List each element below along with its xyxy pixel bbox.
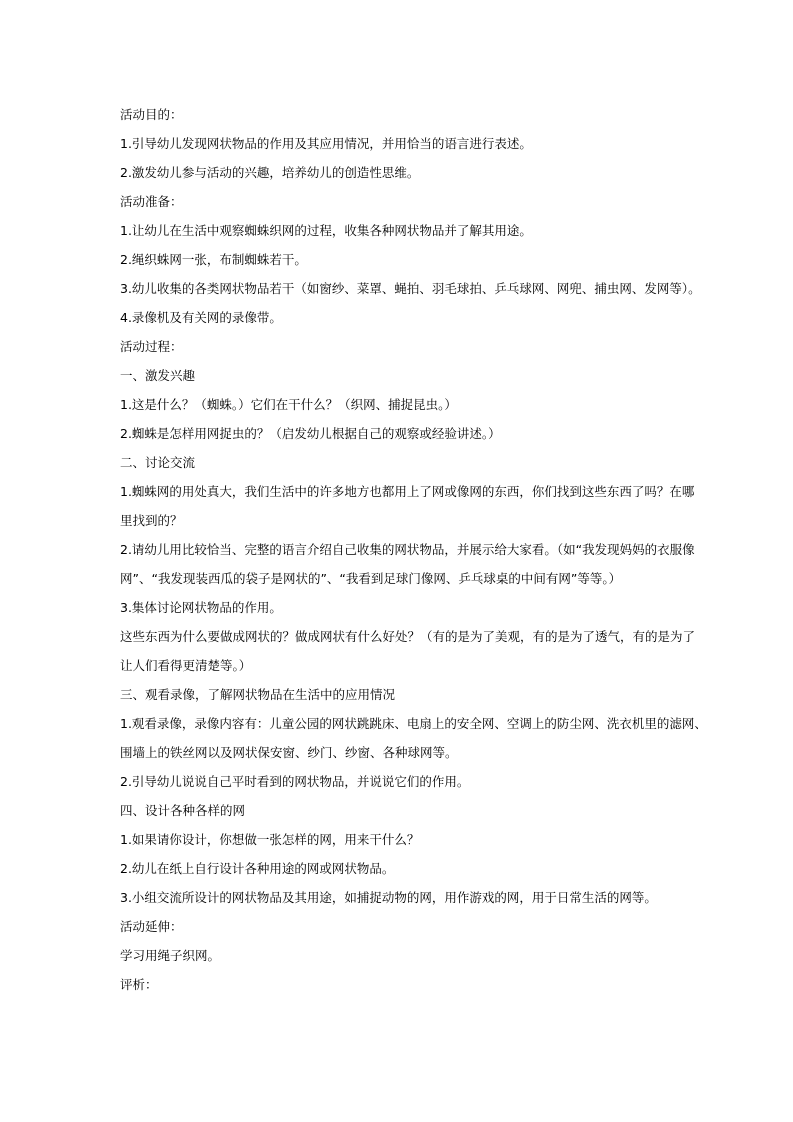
- preparation-item-4: 4.录像机及有关网的录像带。: [120, 310, 282, 325]
- process-step-4-item-1: 1.如果请你设计，你想做一张怎样的网，用来干什么？: [120, 832, 420, 847]
- section-heading-goals: 活动目的：: [120, 107, 183, 122]
- section-heading-review: 评析：: [120, 977, 158, 992]
- section-heading-process: 活动过程：: [120, 339, 183, 354]
- process-step-4-item-3: 3.小组交流所设计的网状物品及其用途，如捕捉动物的网，用作游戏的网，用于日常生活的网等。: [120, 890, 657, 905]
- process-step-3-item-1-line-2: 围墙上的铁丝网以及网状保安窗、纱门、纱窗、各种球网等。: [120, 745, 458, 760]
- process-step-2-item-1-line-1: 1.蜘蛛网的用处真大，我们生活中的许多地方也都用上了网或像网的东西，你们找到这些东西了吗？在哪: [120, 484, 695, 499]
- process-step-2-note-line-2: 让人们看得更清楚等。）: [120, 658, 252, 673]
- preparation-item-3: 3.幼儿收集的各类网状物品若干（如窗纱、菜罩、蝇拍、羽毛球拍、乒乓球网、网兜、捕虫网、发网等）。: [120, 281, 701, 296]
- preparation-item-2: 2.绳织蛛网一张，布制蜘蛛若干。: [120, 252, 307, 267]
- process-step-2-note-line-1: 这些东西为什么要做成网状的？做成网状有什么好处？（有的是为了美观，有的是为了透气，有的是为了: [120, 629, 696, 644]
- process-step-2-item-1-line-2: 里找到的？: [120, 513, 183, 528]
- process-step-3-heading: 三、观看录像，了解网状物品在生活中的应用情况: [120, 687, 396, 702]
- process-step-1-heading: 一、激发兴趣: [120, 368, 196, 383]
- process-step-2-item-2-line-1: 2.请幼儿用比较恰当、完整的语言介绍自己收集的网状物品，并展示给大家看。（如“我发现妈妈的衣服像: [120, 542, 695, 557]
- process-step-2-item-3: 3.集体讨论网状物品的作用。: [120, 600, 282, 615]
- section-heading-extension: 活动延伸：: [120, 919, 183, 934]
- process-step-1-item-2: 2.蜘蛛是怎样用网捉虫的？（启发幼儿根据自己的观察或经验讲述。）: [120, 426, 501, 441]
- process-step-2-item-2-line-2: 网”、“我发现装西瓜的袋子是网状的”、“我看到足球门像网、乒乓球桌的中间有网”等等。）: [120, 571, 622, 586]
- process-step-2-heading: 二、讨论交流: [120, 455, 196, 470]
- document-body: [120, 100, 707, 999]
- section-heading-preparation: 活动准备：: [120, 194, 183, 209]
- process-step-1-item-1: 1.这是什么？（蜘蛛。）它们在干什么？（织网、捕捉昆虫。）: [120, 397, 457, 412]
- preparation-item-1: 1.让幼儿在生活中观察蜘蛛织网的过程，收集各种网状物品并了解其用途。: [120, 223, 532, 238]
- process-step-4-heading: 四、设计各种各样的网: [120, 803, 246, 818]
- process-step-4-item-2: 2.幼儿在纸上自行设计各种用途的网或网状物品。: [120, 861, 395, 876]
- goal-item-2: 2.激发幼儿参与活动的兴趣，培养幼儿的创造性思维。: [120, 165, 420, 180]
- process-step-3-item-2: 2.引导幼儿说说自己平时看到的网状物品，并说说它们的作用。: [120, 774, 470, 789]
- extension-item: 学习用绳子织网。: [120, 948, 221, 963]
- process-step-3-item-1-line-1: 1.观看录像，录像内容有：儿童公园的网状跳跳床、电扇上的安全网、空调上的防尘网、洗衣机里的滤网、: [120, 716, 707, 731]
- goal-item-1: 1.引导幼儿发现网状物品的作用及其应用情况，并用恰当的语言进行表述。: [120, 136, 532, 151]
